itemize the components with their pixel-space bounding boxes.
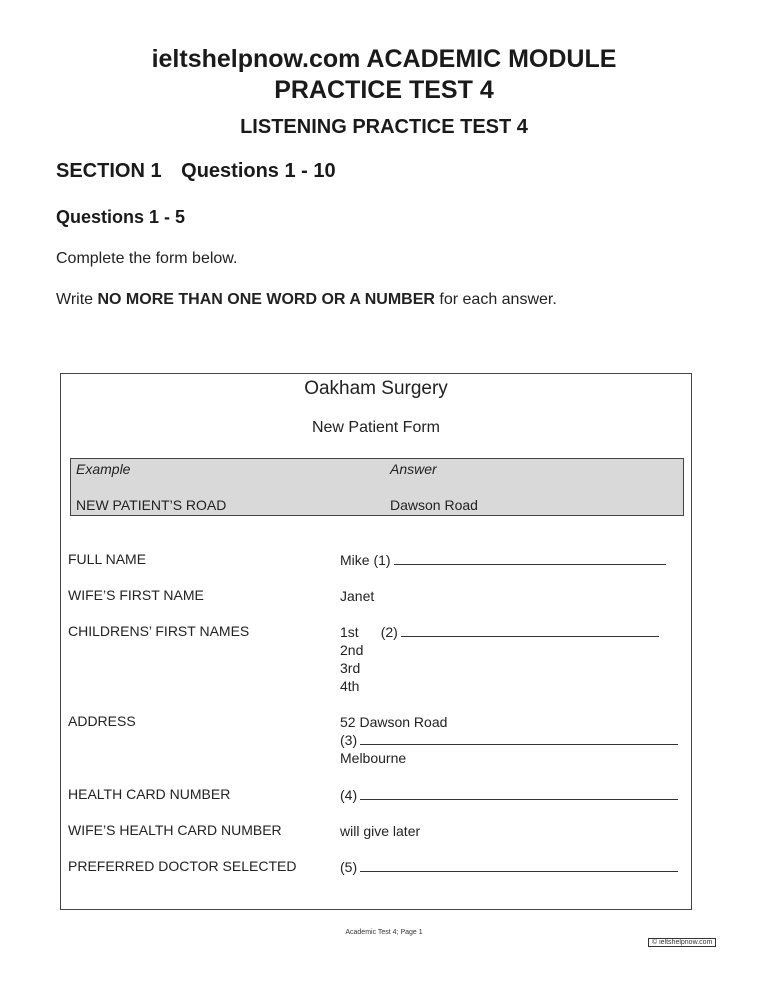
title-line-1: ieltshelpnow.com ACADEMIC MODULE (151, 45, 617, 73)
answer-blank-3[interactable] (360, 732, 678, 745)
answer-blank-4[interactable] (360, 787, 678, 800)
instruction-suffix: for each answer. (434, 291, 557, 308)
instruction-bold: NO MORE THAN ONE WORD OR A NUMBER (97, 291, 435, 308)
doctor-field[interactable] (340, 858, 678, 876)
answer-blank-5[interactable] (360, 859, 678, 872)
section-heading (56, 160, 350, 183)
page-title (0, 44, 768, 106)
children-list (340, 623, 659, 695)
answer-blank-2[interactable] (401, 624, 659, 637)
full-name-field[interactable] (340, 551, 666, 569)
instruction-prefix: Write (56, 291, 98, 308)
health-card-label: HEALTH CARD NUMBER (68, 786, 231, 802)
children-label: CHILDRENS’ FIRST NAMES (68, 623, 250, 639)
full-name-value: Mike (1) (340, 552, 391, 568)
wife-card-label: WIFE’S HEALTH CARD NUMBER (68, 822, 282, 838)
question-range-heading: Questions 1 - 5 (56, 207, 186, 227)
answer-blank-1[interactable] (394, 552, 666, 565)
doctor-question: (5) (340, 859, 358, 875)
form-subtitle: New Patient Form (311, 419, 441, 436)
example-label: NEW PATIENT’S ROAD (76, 497, 227, 513)
child-3-ordinal: 3rd (340, 660, 361, 676)
address-lines (340, 713, 678, 767)
example-answer-head: Answer (390, 461, 437, 477)
child-1-row[interactable] (340, 623, 659, 641)
child-1-ordinal: 1st (340, 624, 359, 640)
address-line-3: Melbourne (340, 750, 407, 766)
doctor-label: PREFERRED DOCTOR SELECTED (68, 858, 297, 874)
example-box (70, 458, 684, 516)
address-label: ADDRESS (68, 713, 136, 729)
address-question: (3) (340, 732, 358, 748)
page-footer: Academic Test 4; Page 1 (345, 929, 423, 936)
instruction-word-limit (56, 291, 557, 309)
child-1-question: (2) (380, 624, 398, 640)
address-line-2[interactable] (340, 731, 678, 749)
section-questions: Questions 1 - 10 (181, 160, 336, 182)
form-title: Oakham Surgery (304, 378, 448, 399)
copyright-badge: © ieltshelpnow.com (648, 938, 716, 947)
title-line-2: PRACTICE TEST 4 (274, 76, 494, 104)
wife-name-label: WIFE’S FIRST NAME (68, 587, 204, 603)
instruction-complete: Complete the form below. (56, 250, 238, 267)
example-answer: Dawson Road (390, 497, 478, 513)
child-4-ordinal: 4th (340, 678, 360, 694)
address-line-1: 52 Dawson Road (340, 714, 448, 730)
test-subtitle: LISTENING PRACTICE TEST 4 (240, 116, 528, 138)
health-card-question: (4) (340, 787, 358, 803)
child-2-ordinal: 2nd (340, 642, 364, 658)
wife-card-value: will give later (340, 823, 421, 839)
patient-form (60, 373, 692, 910)
full-name-label: FULL NAME (68, 551, 147, 567)
example-label-head: Example (76, 461, 131, 477)
health-card-field[interactable] (340, 786, 678, 804)
wife-name-value: Janet (340, 588, 375, 604)
section-label: SECTION 1 (56, 160, 162, 182)
